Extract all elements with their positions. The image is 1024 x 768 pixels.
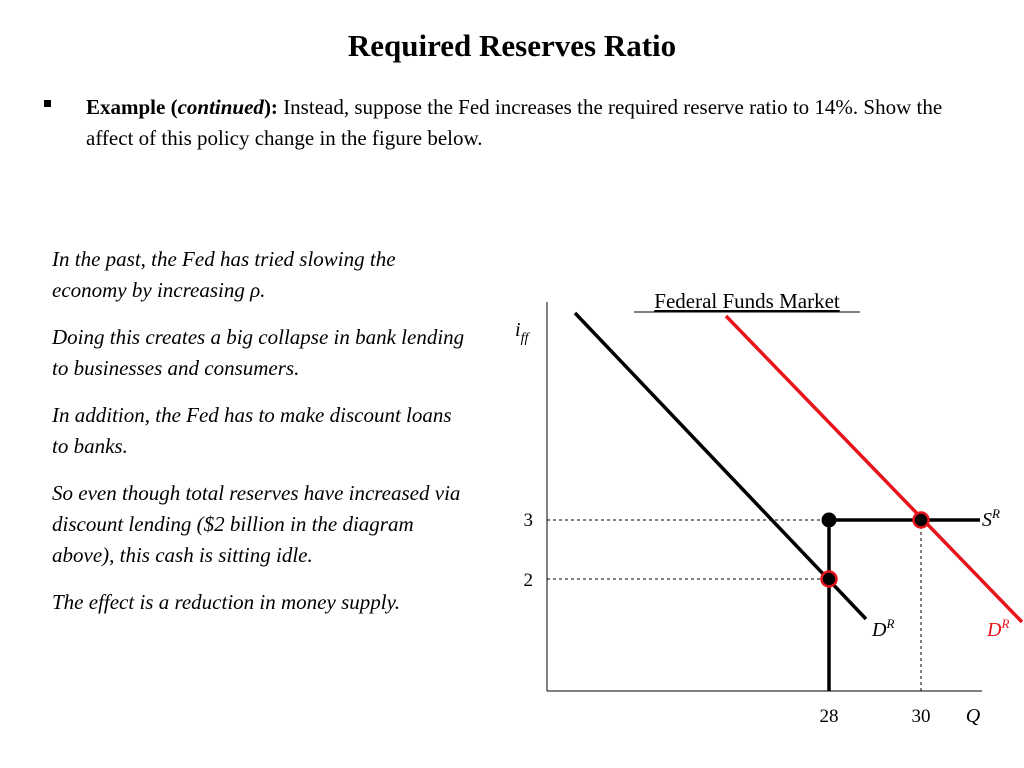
note-paragraph: In addition, the Fed has to make discount loans to banks. — [52, 403, 452, 458]
demand-curve-new — [726, 316, 1022, 622]
y-tick-3: 3 — [523, 510, 533, 531]
supply-curve-label: $S^R$ — [982, 506, 1000, 531]
example-body: Instead, suppose the Fed increases the required reserve ratio to 14%. Show the affect of this policy change in the figure below. — [86, 95, 943, 150]
demand-curve-original-label: $D^R$ — [872, 616, 895, 641]
demand-curve-original — [575, 313, 866, 619]
demand-curve-new-label: $D^R$ — [987, 616, 1010, 641]
old-equilibrium-point — [822, 513, 837, 528]
y-axis-label: $i_{ff}$ — [515, 319, 529, 346]
discount-lending-point — [822, 572, 837, 587]
slide-title: Required Reserves Ratio — [347, 28, 677, 63]
x-axis-label: Q — [965, 705, 981, 727]
x-tick-30: 30 — [911, 706, 931, 727]
x-tick-28: 28 — [819, 706, 839, 727]
example-lead-close: ): — [263, 95, 278, 119]
note-paragraph: Doing this creates a big collapse in bank lending to businesses and consumers. — [52, 325, 465, 380]
diagram-title: Federal Funds Market — [654, 289, 840, 313]
example-continued: continued — [177, 95, 264, 119]
note-paragraph: So even though total reserves have increased via discount lending ($2 billion in the diagram above), this cash is sitting idle. — [52, 481, 461, 567]
y-tick-2: 2 — [523, 570, 533, 591]
note-paragraph: In the past, the Fed has tried slowing the economy by increasing ρ. — [52, 247, 396, 302]
new-equilibrium-point — [914, 513, 929, 528]
example-lead: Example ( — [86, 95, 178, 119]
note-paragraph: The effect is a reduction in money supply. — [52, 590, 400, 614]
